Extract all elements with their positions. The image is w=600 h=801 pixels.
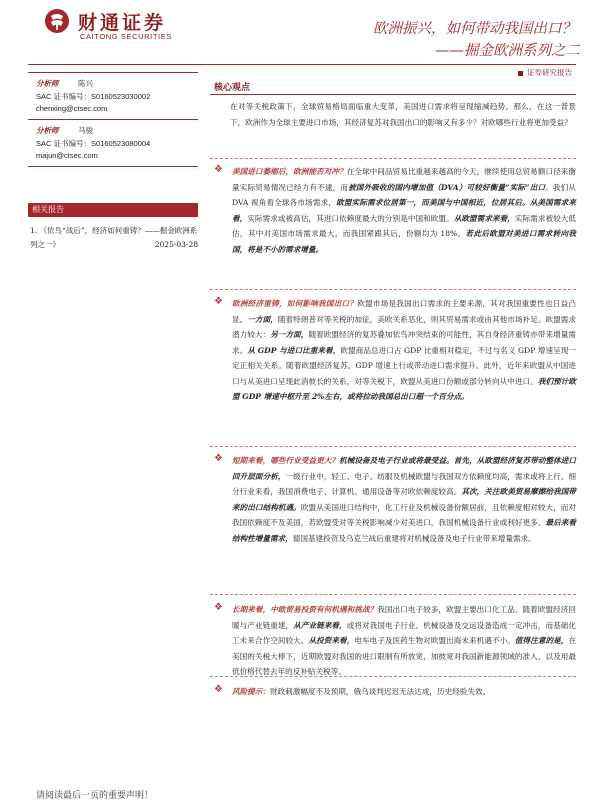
analyst-name: 马骏 — [78, 126, 93, 135]
text: 或将对我国电子行业、机械设备及交运设备造成一定冲击，而基础化工未来合作空间较大。 — [232, 620, 577, 645]
diamond-bullet-icon: ❖ — [214, 602, 223, 613]
text: 欧盟市场是我国出口需求的主要来源，其对我国重要性也日益凸显。 — [232, 299, 577, 324]
diamond-bullet-icon: ❖ — [214, 296, 223, 307]
emphasis: 值得注意的是， — [514, 636, 569, 645]
diamond-bullet-icon: ❖ — [214, 453, 223, 464]
emphasis: 若此后欧盟对美进口需求转向我国，将是不小的需求增量。 — [232, 229, 576, 254]
text: 在全球中间品贸易比重越来越高的今天，继续使用总贸易额口径来衡量实际贸易情况已经力有不逮，而 — [232, 167, 577, 192]
emphasis: 最后来看结构性增量需求， — [232, 518, 576, 543]
section-divider — [210, 594, 576, 595]
sac-label: SAC 证书编号： — [36, 91, 92, 101]
intro-paragraph: 在对等关税政策下，全球贸易格局面临重大变革，美国进口需求将呈现缩减趋势。那么，在这一背景下，欧洲作为全球主要进口市场，其经济复苏对我国出口的影响又有多少？对欧哪些行业将更加受益？ — [230, 102, 576, 127]
emphasis: 欧盟实际需求位居第一，而美国与中国相近，位居其后。从美国需求来看， — [232, 198, 576, 223]
emphasis: 机械设备及电子行业或将最受益。 — [339, 456, 454, 465]
text: 在美国的关税大棒下，近期欧盟对我国的进口限制有所放宽，加彼宽对我国新能源领域的准入、以及用最低价格代替去年的反补贴关税等。 — [232, 636, 577, 676]
section-short-term — [214, 453, 577, 546]
section-divider — [210, 158, 576, 159]
diamond-bullet-icon: ❖ — [214, 684, 223, 695]
section-divider — [210, 446, 576, 447]
analyst-divider — [28, 72, 198, 73]
section-divider — [210, 676, 576, 677]
report-type-label: 证券研究报告 — [518, 67, 572, 78]
emphasis: 首先，从欧盟经济复苏带动整体进口回升层面分析， — [232, 456, 577, 481]
text: 随着特朗普对等关税的加征，美欧关系恶化，则其贸易需求或由其他市场补足。欧盟需求潜力较大： — [232, 314, 577, 339]
text: 一级行业中，轻工、电子、纺服及机械欧盟与我国双方依赖度均高，需求或将上行。细分行业来看，我国消费电子、计算机、通用设备等对欧依赖度较高。 — [232, 471, 577, 496]
analyst-email[interactable]: majun@ctsec.com — [36, 151, 98, 160]
brand-name-cn: 财通证券 — [78, 12, 167, 34]
section-risk — [214, 684, 576, 700]
text: 随着欧盟经济的复苏叠加依鸟冲突结束的可能性，其自身经济重铸亦带来增量需求。 — [232, 330, 577, 355]
related-reports-heading: 相关报告 — [28, 203, 198, 217]
section-us-import — [214, 164, 577, 257]
section-long-term — [214, 602, 577, 680]
emphasis: 我们预计欧盟 GDP 增速中枢升至 2%左右，或将拉动我国总出口超一个百分点。 — [232, 376, 577, 401]
risk-label: 风险提示： — [232, 687, 270, 696]
emphasis: 从 GDP 与进口比重来看， — [247, 345, 341, 355]
analyst-name: 陈兴 — [78, 79, 93, 88]
section-lead: 短期来看，哪些行业受益更大？ — [232, 456, 340, 465]
header-rule — [28, 64, 576, 65]
text: 。我们从 DVA 视角看全球各市场需求， — [232, 182, 576, 207]
analyst-email[interactable]: chenxing@ctsec.com — [36, 104, 108, 113]
emphasis: 一方面， — [247, 314, 278, 324]
caitong-logo-icon — [44, 8, 70, 34]
analyst-divider — [28, 119, 198, 120]
diamond-bullet-icon: ❖ — [214, 164, 223, 175]
related-report-title[interactable]: 1. 《依鸟“战后”，经济如何重铸？——掘金欧洲系列之一》 — [30, 226, 198, 249]
emphasis: 另一方面， — [270, 330, 309, 339]
emphasis: 从产业链来看， — [293, 620, 347, 630]
related-report-date: 2025-03-28 — [154, 240, 198, 249]
related-report-link[interactable] — [30, 224, 198, 252]
text: 德国基建投资及乌克兰战后重建将对机械设备及电子行业带来增量需求。 — [292, 533, 536, 543]
sac-number: S0160523080004 — [91, 138, 151, 148]
analyst-role: 分析师 — [36, 126, 59, 135]
text: 欧盟商品总进口占 GDP 比重相对稳定，不过与名义 GDP 增速呈现一定正相关关系。随着欧盟经济复苏，GDP 增速上行或带动进口需求提升。此外，近年来欧盟从中国进口与从美进口呈现此消彼长的关系，对等关税下，欧盟从美进口份额或部分转向从中进口。 — [232, 345, 576, 386]
section-lead: 美国进口萎缩后，欧洲能否对冲？ — [232, 167, 347, 176]
text: 实际需求或被高估，其进口依赖度最大的分别是中国和欧盟。 — [247, 213, 454, 223]
core-view-heading: 核心观点 — [214, 83, 251, 93]
report-title: 欧洲振兴，如何带动我国出口？ — [373, 21, 576, 37]
risk-text: 财政刺激幅度不及预期，俄乌谈判迟迟无法达成，历史经验失效。 — [269, 687, 491, 696]
section-lead: 欧洲经济重铸，如何影响我国出口？ — [232, 299, 358, 308]
brand-name-en: CAITONG SECURITIES — [80, 32, 172, 41]
section-divider — [210, 289, 576, 290]
emphasis: 从欧盟需求来看， — [453, 213, 515, 223]
sac-label: SAC 证书编号： — [36, 138, 92, 148]
sac-number: S0160523030002 — [91, 91, 151, 101]
text: 实际需求被较大低估，其中对美国市场需求最大，而我国紧跟其后，份额均为 18%。 — [232, 213, 577, 238]
emphasis: 其次，关注欧美贸易摩擦给我国带来的出口结构机遇。 — [232, 487, 577, 512]
analyst-block — [36, 125, 150, 163]
emphasis: 从投资来看， — [308, 636, 355, 645]
disclaimer-footer: 请阅读最后一页的重要声明！ — [36, 791, 154, 801]
emphasis: 被国外吸收的国内增加值（DVA）可较好衡量“实际”出口 — [348, 182, 546, 192]
report-subtitle: ——掘金欧洲系列之二 — [435, 43, 580, 59]
analyst-role: 分析师 — [36, 79, 59, 88]
text: 我国出口电子较多，欧盟主要出口化工品。随着欧盟经济回暖与产业链重建， — [232, 605, 576, 630]
analyst-block — [36, 78, 150, 116]
text: 欧盟从美国进口结构中，化工行业及机械设备份额居前，且依赖度相对较大，而对我国依赖度不及美国，若欧盟受对等关税影响减少对美进口，我国机械设备行业或利好更多。 — [232, 502, 576, 527]
section-lead: 长期来看，中欧贸易投资有何机遇和挑战？ — [232, 605, 378, 614]
text: 电车电子及医药生物对欧盟出海未来机遇不小。 — [354, 636, 515, 645]
core-view-rule — [210, 94, 576, 95]
analyst-divider — [28, 166, 198, 167]
section-eu-economy — [214, 296, 577, 405]
